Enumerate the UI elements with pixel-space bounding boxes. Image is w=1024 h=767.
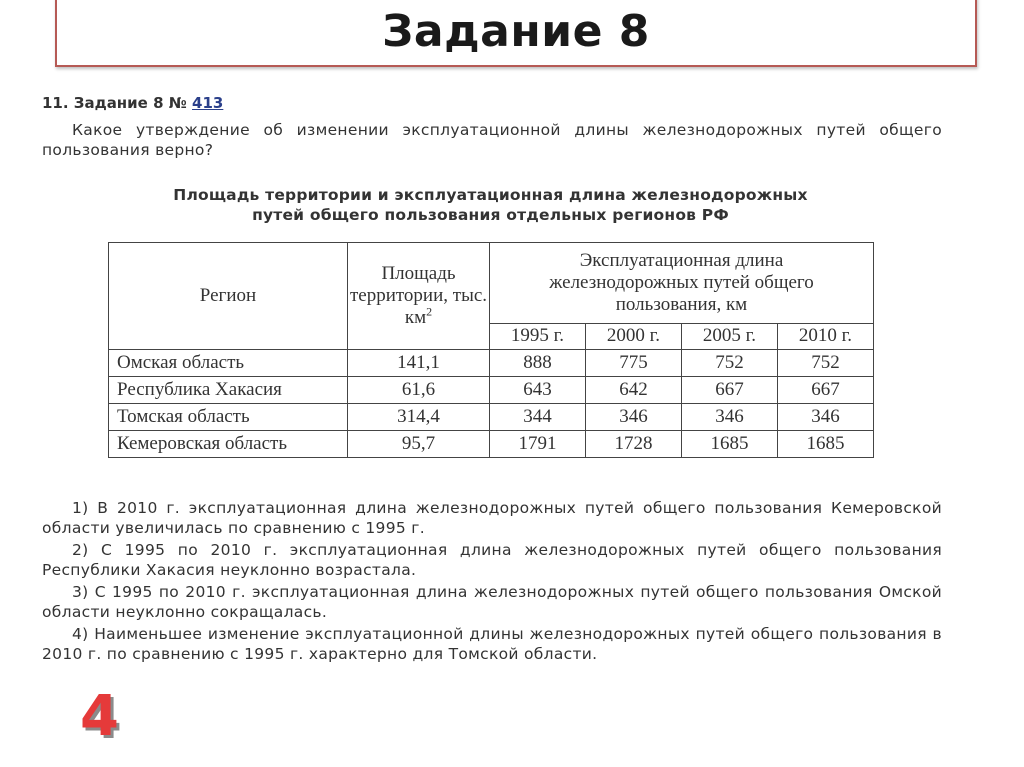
header-year: 2010 г.	[777, 323, 873, 349]
cell-value: 1728	[585, 431, 681, 458]
cell-value: 667	[777, 377, 873, 404]
cell-value: 1791	[490, 431, 586, 458]
header-region: Регион	[109, 243, 348, 350]
data-table	[108, 242, 874, 458]
cell-value: 775	[585, 350, 681, 377]
header-year: 2000 г.	[585, 323, 681, 349]
header-area-text: Площадь территории, тыс. км	[349, 263, 488, 328]
cell-value: 1685	[681, 431, 777, 458]
cell-value: 752	[681, 350, 777, 377]
slide-title: Задание 8	[382, 6, 650, 57]
cell-area: 61,6	[348, 377, 490, 404]
table-title	[108, 185, 873, 225]
answer-options	[42, 498, 942, 666]
cell-region: Кемеровская область	[109, 431, 348, 458]
answer-value: 4	[80, 684, 119, 749]
cell-value: 344	[490, 404, 586, 431]
header-year: 1995 г.	[490, 323, 586, 349]
header-area	[348, 243, 490, 350]
cell-value: 346	[681, 404, 777, 431]
answer-option: 2) С 1995 по 2010 г. эксплуатационная длина железнодорожных путей общего пользования Республики Хакасия неуклонно возрастала.	[42, 541, 942, 579]
answer-option: 1) В 2010 г. эксплуатационная длина железнодорожных путей общего пользования Кемеровской области увеличилась по сравнению с 1995 г.	[42, 499, 942, 537]
cell-region: Республика Хакасия	[109, 377, 348, 404]
cell-value: 667	[681, 377, 777, 404]
answer-option: 4) Наименьшее изменение эксплуатационной длины железнодорожных путей общего пользования в 2010 г. по сравнению с 1995 г. характерно для Томской области.	[42, 625, 942, 663]
cell-value: 642	[585, 377, 681, 404]
cell-area: 95,7	[348, 431, 490, 458]
cell-value: 346	[777, 404, 873, 431]
cell-value: 643	[490, 377, 586, 404]
table-title-line-2: путей общего пользования отдельных регионов РФ	[252, 206, 729, 224]
cell-area: 141,1	[348, 350, 490, 377]
header-year: 2005 г.	[681, 323, 777, 349]
question-text: Какое утверждение об изменении эксплуатационной длины железнодорожных путей общего пользования верно?	[42, 121, 942, 159]
header-length: Эксплуатационная длина железнодорожных путей общего пользования, км	[490, 243, 874, 324]
table-row	[109, 431, 874, 458]
cell-region: Омская область	[109, 350, 348, 377]
task-prefix: 11. Задание 8 №	[42, 94, 187, 112]
answer-option: 3) С 1995 по 2010 г. эксплуатационная длина железнодорожных путей общего пользования Омской области неуклонно сокращалась.	[42, 583, 942, 621]
cell-region: Томская область	[109, 404, 348, 431]
table-header-row	[109, 243, 874, 324]
table-title-line-1: Площадь территории и эксплуатационная длина железнодорожных	[173, 186, 808, 204]
cell-area: 314,4	[348, 404, 490, 431]
header-area-sup: 2	[426, 304, 433, 319]
cell-value: 752	[777, 350, 873, 377]
cell-value: 888	[490, 350, 586, 377]
table-row	[109, 377, 874, 404]
table-row	[109, 404, 874, 431]
cell-value: 1685	[777, 431, 873, 458]
slide-title-box	[55, 0, 977, 67]
cell-value: 346	[585, 404, 681, 431]
table-row	[109, 350, 874, 377]
task-number-link[interactable]: 413	[192, 94, 224, 112]
task-header	[42, 94, 223, 112]
